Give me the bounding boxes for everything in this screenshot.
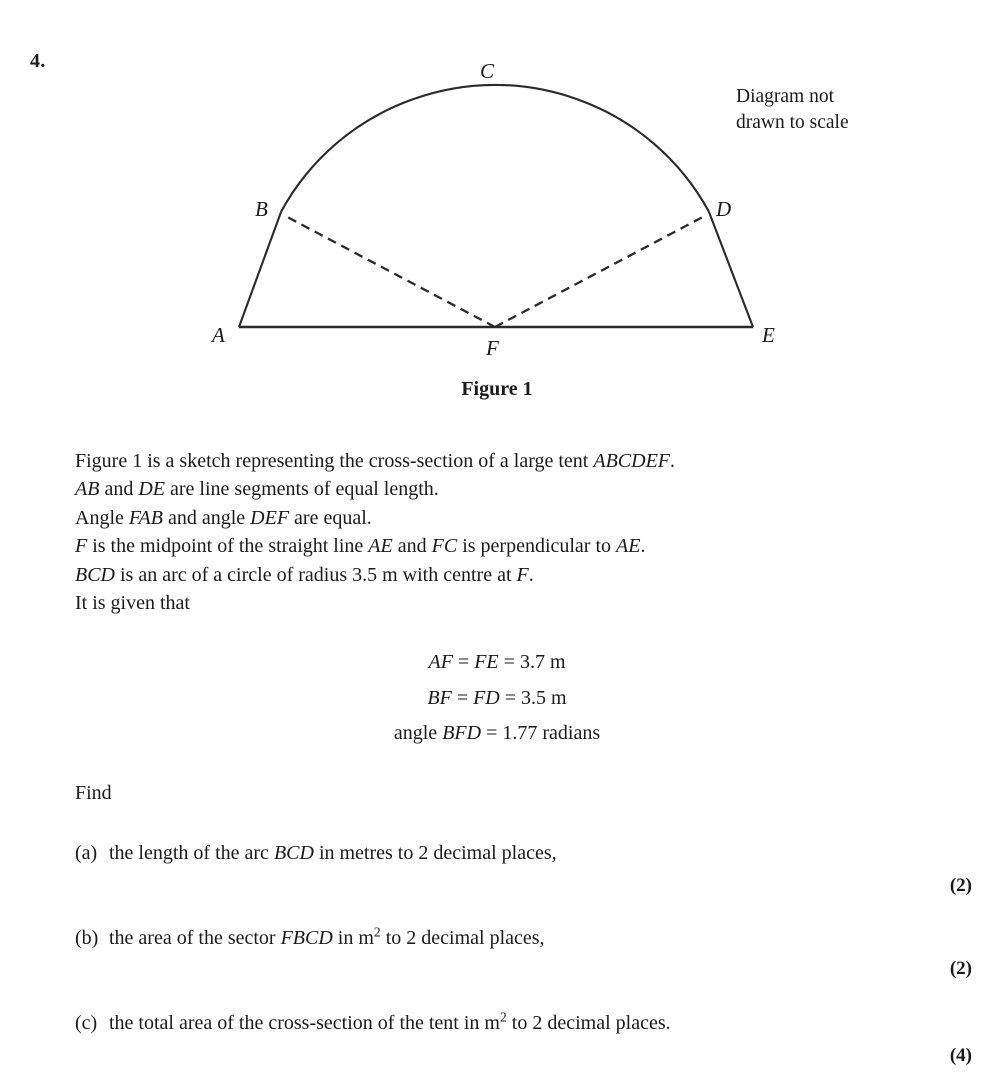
- part-c-tail: to 2 decimal places.: [506, 1012, 671, 1034]
- given-equations: [0, 645, 994, 752]
- question-part-c: [75, 1010, 935, 1037]
- arc-bc-lower: [281, 100, 412, 212]
- part-a-var: BCD: [273, 842, 314, 864]
- stem-l4-post: .: [640, 535, 646, 558]
- eq1-var2: FE: [474, 651, 499, 673]
- stem-line-2: [75, 475, 935, 503]
- stem-l2-mid: and: [99, 478, 139, 501]
- eq2-var2: FD: [473, 686, 500, 709]
- figure-1-area: [0, 30, 994, 370]
- eq1-var1: AF: [428, 651, 453, 673]
- eq1-eq1: =: [452, 651, 475, 673]
- part-b-pre: the area of the sector: [109, 927, 281, 949]
- eq2-eq2: =: [499, 686, 522, 709]
- dashed-radius-fd: [495, 215, 707, 327]
- eq2-value: 3.5 m: [521, 686, 567, 709]
- part-c-pre: the total area of the cross-section of the tent in m: [109, 1012, 500, 1034]
- question-number: 4.: [30, 50, 46, 72]
- find-label: Find: [75, 782, 112, 804]
- part-c-tag: (c): [75, 1012, 98, 1034]
- stem-l1-post: .: [670, 450, 676, 472]
- eq1-value: 3.7 m: [519, 651, 566, 673]
- part-a-pre: the length of the arc: [109, 842, 274, 864]
- stem-l5-var1: BCD: [75, 563, 115, 586]
- question-stem: [75, 447, 935, 617]
- stem-l4-var2: AE: [368, 535, 393, 558]
- dashed-radius-fb: [284, 215, 496, 327]
- stem-l5-var2: F: [516, 563, 529, 586]
- stem-l5-post: .: [528, 563, 534, 586]
- stem-line-1: [75, 447, 935, 475]
- part-c-marks: (4): [949, 1045, 972, 1066]
- part-b-var: FBCD: [280, 927, 333, 949]
- stem-l1-pre: Figure 1 is a sketch representing the cross-section of a large tent: [75, 450, 594, 472]
- arc-cd-lower: [578, 100, 709, 212]
- vertex-label-d: D: [716, 197, 732, 221]
- stem-l3-post: are equal.: [289, 506, 372, 529]
- figure-caption: Figure 1: [461, 378, 533, 400]
- equation-angle-bfd: [0, 716, 994, 752]
- eq2-eq1: =: [451, 686, 474, 709]
- equation-bf-fd: [0, 681, 994, 717]
- tent-cross-section-diagram: [0, 30, 994, 370]
- stem-l2-post: are line segments of equal length.: [165, 478, 439, 501]
- note-line-1: Diagram not: [736, 86, 835, 107]
- stem-l4-b: and: [392, 535, 432, 558]
- part-a-post: in metres to 2 decimal places,: [313, 842, 557, 864]
- part-b-unit-exponent: 2: [373, 924, 381, 940]
- eq2-var1: BF: [427, 686, 452, 709]
- stem-line-5: [75, 561, 935, 589]
- note-line-2: drawn to scale: [736, 112, 849, 133]
- part-b-post: in m: [332, 927, 374, 949]
- stem-l3-var1: FAB: [128, 506, 163, 529]
- stem-line-3: [75, 504, 935, 532]
- vertex-label-b: B: [255, 197, 268, 221]
- question-part-a: [75, 840, 935, 867]
- segment-de: [709, 212, 753, 328]
- stem-l4-var4: AE: [616, 535, 641, 558]
- equation-af-fe: [0, 645, 994, 681]
- stem-l5-a: is an arc of a circle of radius 3.5 m with centre at: [115, 563, 517, 586]
- vertex-label-e: E: [762, 323, 775, 347]
- stem-line-6: It is given that: [75, 592, 190, 615]
- question-part-b: [75, 925, 935, 952]
- stem-l2-var1: AB: [75, 478, 100, 501]
- vertex-label-f: F: [486, 336, 499, 360]
- part-b-marks: (2): [949, 958, 972, 979]
- arc-bcd: [412, 85, 578, 100]
- eq1-eq2: =: [498, 651, 520, 673]
- stem-l3-mid: and angle: [162, 506, 251, 529]
- stem-l4-a: is the midpoint of the straight line: [87, 535, 369, 558]
- stem-l4-c: is perpendicular to: [457, 535, 617, 558]
- eq3-pre: angle: [393, 722, 443, 744]
- stem-l2-var2: DE: [138, 478, 165, 501]
- eq3-var: BFD: [442, 722, 482, 744]
- part-a-marks: (2): [949, 875, 972, 896]
- eq3-value: 1.77 radians: [502, 722, 601, 744]
- vertex-label-a: A: [212, 323, 225, 347]
- part-a-tag: (a): [75, 842, 98, 864]
- stem-l4-var1: F: [75, 535, 88, 558]
- part-b-tail: to 2 decimal places,: [380, 927, 545, 949]
- stem-l1-var: ABCDEF: [593, 450, 671, 472]
- eq3-eq: =: [481, 722, 503, 744]
- part-b-tag: (b): [75, 927, 99, 949]
- part-c-unit-exponent: 2: [499, 1009, 507, 1025]
- stem-line-4: [75, 532, 935, 560]
- vertex-label-c: C: [480, 59, 495, 83]
- stem-l3-pre: Angle: [75, 506, 129, 529]
- diagram-scale-note: [736, 84, 946, 136]
- stem-l4-var3: FC: [431, 535, 458, 558]
- stem-l3-var2: DEF: [250, 506, 290, 529]
- segment-ab: [239, 212, 281, 328]
